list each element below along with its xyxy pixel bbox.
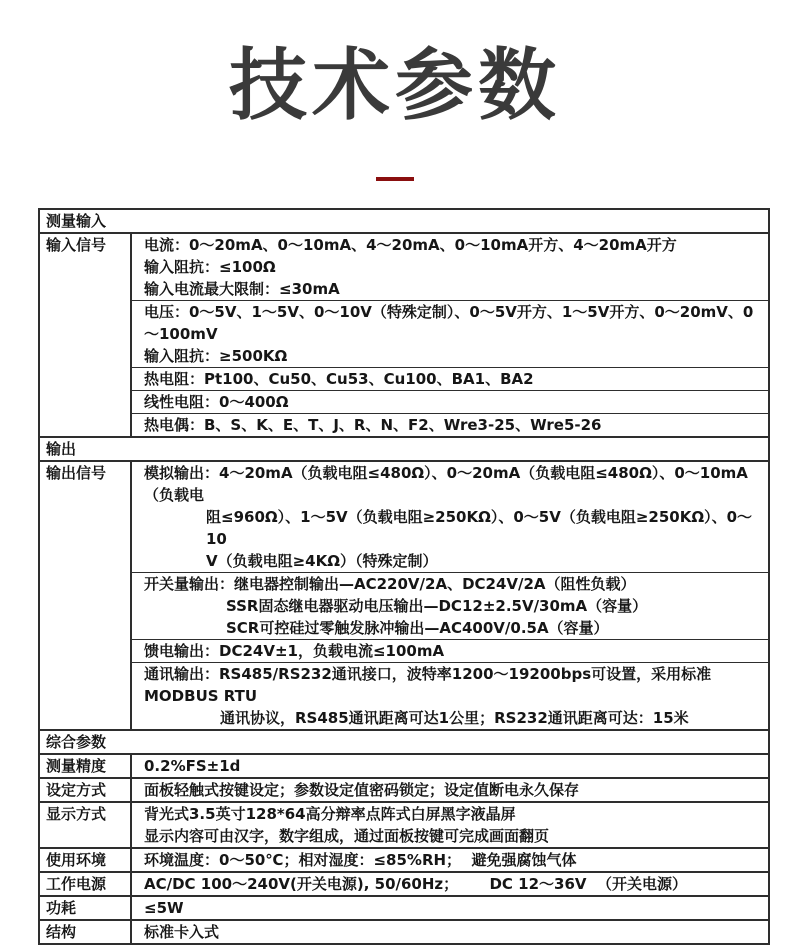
row-label — [40, 462, 132, 729]
content-line: 输入电流最大限制：≤30mA — [144, 280, 340, 298]
content-line: 背光式3.5英寸128*64高分辩率点阵式白屏黑字液晶屏 — [144, 805, 516, 823]
content-line: 热电阻：Pt100、Cu50、Cu53、Cu100、BA1、BA2 — [144, 370, 534, 388]
content-line: 通讯协议，RS485通讯距离可达1公里；RS232通讯距离可达：15米 — [220, 709, 689, 727]
subrow — [132, 462, 768, 573]
content-line: 模拟输出：4～20mA（负载电阻≤480Ω）、0～20mA（负载电阻≤480Ω）、0～10mA（负载电 — [144, 464, 748, 504]
section-row — [40, 731, 768, 755]
table-row — [40, 755, 768, 779]
row-label-text: 结构 — [46, 923, 77, 941]
row-content — [132, 234, 768, 436]
subrow — [132, 573, 768, 640]
row-label — [40, 755, 132, 777]
row-content — [132, 897, 768, 919]
row-label-text: 测量精度 — [46, 757, 107, 775]
spec-table — [38, 208, 770, 945]
row-label — [40, 779, 132, 801]
subrow — [132, 301, 768, 368]
content-line: 输入阻抗：≥500KΩ — [144, 347, 288, 365]
content-line: 电压：0～5V、1～5V、0～10V（特殊定制）、0～5V开方、1～5V开方、0～20mV、0～100mV — [144, 303, 754, 343]
content-line: 开关量输出：继电器控制输出—AC220V/2A、DC24V/2A（阻性负载） — [144, 575, 636, 593]
content-line: 阻≤960Ω）、1～5V（负载电阻≥250KΩ）、0～5V（负载电阻≥250KΩ）、0～10 — [206, 508, 753, 548]
row-label-text: 工作电源 — [46, 875, 107, 893]
subrow — [132, 368, 768, 391]
row-label — [40, 921, 132, 943]
content-line: 标准卡入式 — [144, 923, 220, 941]
row-label-text: 设定方式 — [46, 781, 107, 799]
section-row — [40, 210, 768, 234]
row-content — [132, 779, 768, 801]
title-underline — [376, 177, 414, 181]
content-line: 馈电输出：DC24V±1，负载电流≤100mA — [144, 642, 445, 660]
row-label — [40, 849, 132, 871]
subrow — [132, 414, 768, 436]
table-row — [40, 234, 768, 438]
row-label-text: 功耗 — [46, 899, 77, 917]
row-label — [40, 873, 132, 895]
content-line: 输入阻抗：≤100Ω — [144, 258, 276, 276]
content-line: SCR可控硅过零触发脉冲输出—AC400V/0.5A（容量） — [226, 619, 609, 637]
row-content — [132, 873, 768, 895]
row-label-text: 显示方式 — [46, 805, 107, 823]
content-line: 通讯输出：RS485/RS232通讯接口，波特率1200～19200bps可设置，采用标准MODBUS RTU — [144, 665, 712, 705]
row-label — [40, 803, 132, 847]
subrow — [132, 663, 768, 729]
subrow — [132, 640, 768, 663]
row-content — [132, 849, 768, 871]
subrow — [132, 391, 768, 414]
content-line: AC/DC 100～240V(开关电源), 50/60Hz； DC 12～36V （开关电源） — [144, 875, 687, 893]
row-content — [132, 755, 768, 777]
row-content — [132, 462, 768, 729]
table-row — [40, 921, 768, 943]
content-line: 0.2%FS±1d — [144, 757, 241, 775]
content-line: 电流：0～20mA、0～10mA、4～20mA、0～10mA开方、4～20mA开方 — [144, 236, 677, 254]
page-title: 技术参数 — [228, 41, 561, 131]
row-label-text: 输出信号 — [46, 464, 107, 482]
table-row — [40, 873, 768, 897]
table-row — [40, 849, 768, 873]
section-label: 测量输入 — [46, 212, 107, 230]
content-line: V（负载电阻≥4KΩ）（特殊定制） — [206, 552, 438, 570]
table-row — [40, 462, 768, 731]
section-row — [40, 438, 768, 462]
content-line: 显示内容可由汉字，数字组成，通过面板按键可完成画面翻页 — [144, 827, 550, 845]
section-label: 输出 — [46, 440, 77, 458]
row-label-text: 使用环境 — [46, 851, 107, 869]
table-row — [40, 803, 768, 849]
row-label — [40, 234, 132, 436]
content-line: 线性电阻：0～400Ω — [144, 393, 289, 411]
row-label — [40, 897, 132, 919]
content-line: SSR固态继电器驱动电压输出—DC12±2.5V/30mA（容量） — [226, 597, 648, 615]
subrow — [132, 234, 768, 301]
content-line: ≤5W — [144, 899, 184, 917]
section-label: 综合参数 — [46, 733, 107, 751]
table-row — [40, 897, 768, 921]
table-row — [40, 779, 768, 803]
content-line: 环境温度：0～50℃；相对湿度：≤85%RH； 避免强腐蚀气体 — [144, 851, 577, 869]
row-content — [132, 921, 768, 943]
content-line: 面板轻触式按键设定；参数设定值密码锁定；设定值断电永久保存 — [144, 781, 580, 799]
content-line: 热电偶：B、S、K、E、T、J、R、N、F2、Wre3-25、Wre5-26 — [144, 416, 602, 434]
row-content — [132, 803, 768, 847]
row-label-text: 输入信号 — [46, 236, 107, 254]
